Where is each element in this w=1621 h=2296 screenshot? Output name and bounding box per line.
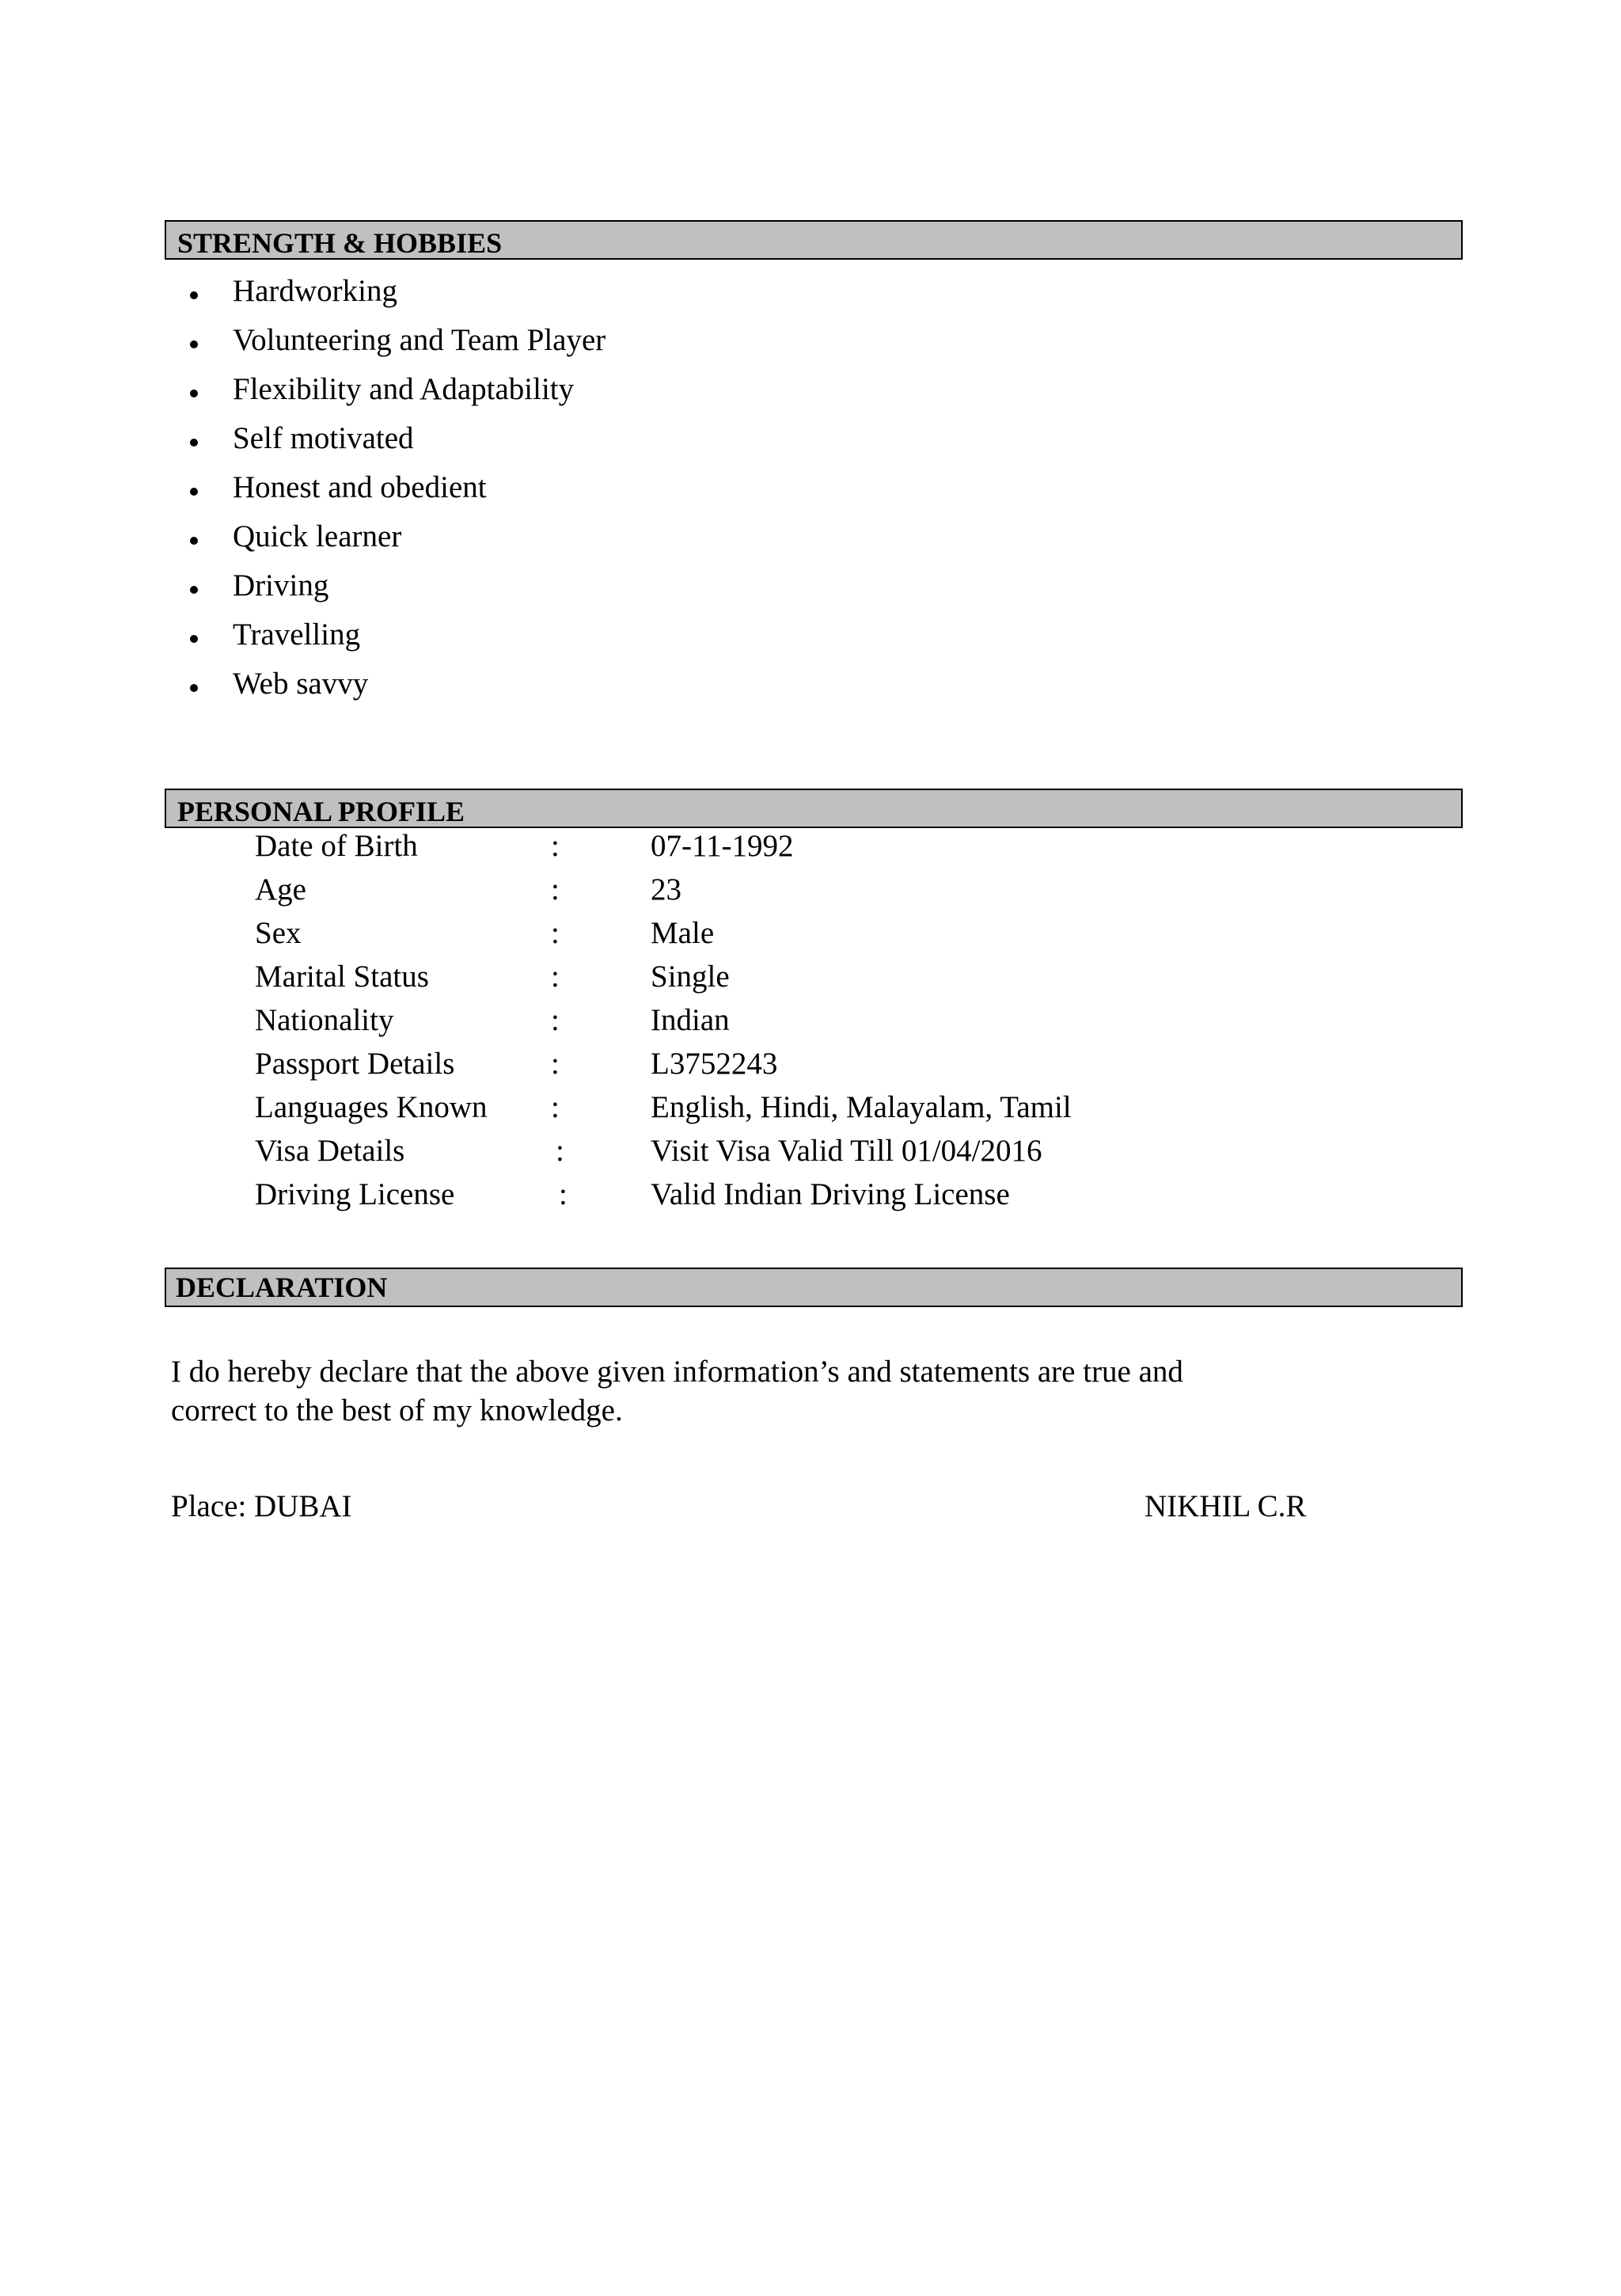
profile-separator: : bbox=[559, 1177, 568, 1211]
profile-separator: : bbox=[551, 1003, 560, 1037]
personal-profile-header: PERSONAL PROFILE bbox=[165, 789, 1463, 828]
bullet-icon bbox=[190, 340, 198, 348]
profile-label: Age bbox=[255, 872, 306, 907]
list-item: Self motivated bbox=[190, 413, 606, 462]
strength-hobbies-list bbox=[190, 266, 606, 708]
declaration-line: correct to the best of my knowledge. bbox=[171, 1393, 623, 1427]
bullet-icon bbox=[190, 488, 198, 496]
signature-name: NIKHIL C.R bbox=[1145, 1489, 1307, 1523]
profile-value: Male bbox=[651, 916, 715, 950]
profile-separator: : bbox=[551, 1047, 560, 1081]
profile-separator: : bbox=[551, 1090, 560, 1124]
declaration-text bbox=[171, 1352, 1469, 1430]
profile-value: L3752243 bbox=[651, 1047, 778, 1081]
bullet-icon bbox=[190, 291, 198, 299]
declaration-line: I do hereby declare that the above given information’s and statements are true and bbox=[171, 1355, 1183, 1389]
profile-value: Valid Indian Driving License bbox=[651, 1177, 1010, 1211]
list-item: Hardworking bbox=[190, 266, 606, 315]
profile-value: Visit Visa Valid Till 01/04/2016 bbox=[651, 1134, 1042, 1168]
list-item: Web savvy bbox=[190, 659, 606, 708]
profile-label: Visa Details bbox=[255, 1134, 405, 1168]
bullet-icon bbox=[190, 390, 198, 397]
profile-label: Passport Details bbox=[255, 1047, 455, 1081]
declaration-header: DECLARATION bbox=[165, 1268, 1463, 1307]
bullet-icon bbox=[190, 684, 198, 692]
profile-label: Nationality bbox=[255, 1003, 394, 1037]
list-item: Travelling bbox=[190, 610, 606, 659]
bullet-icon bbox=[190, 537, 198, 545]
profile-label: Driving License bbox=[255, 1177, 455, 1211]
list-item: Flexibility and Adaptability bbox=[190, 364, 606, 413]
profile-label: Sex bbox=[255, 916, 302, 950]
place-text: Place: DUBAI bbox=[171, 1489, 352, 1523]
profile-value: 23 bbox=[651, 872, 681, 907]
bullet-icon bbox=[190, 439, 198, 447]
bullet-icon bbox=[190, 586, 198, 594]
list-item: Quick learner bbox=[190, 511, 606, 561]
profile-value: Indian bbox=[651, 1003, 730, 1037]
profile-separator: : bbox=[556, 1134, 564, 1168]
list-item: Driving bbox=[190, 561, 606, 610]
profile-value: Single bbox=[651, 960, 730, 994]
profile-separator: : bbox=[551, 916, 560, 950]
profile-value: English, Hindi, Malayalam, Tamil bbox=[651, 1090, 1072, 1124]
profile-label: Date of Birth bbox=[255, 829, 418, 863]
profile-label: Marital Status bbox=[255, 960, 429, 994]
profile-separator: : bbox=[551, 872, 560, 907]
profile-value: 07-11-1992 bbox=[651, 829, 794, 863]
strength-hobbies-header: STRENGTH & HOBBIES bbox=[165, 220, 1463, 260]
profile-separator: : bbox=[551, 829, 560, 863]
profile-separator: : bbox=[551, 960, 560, 994]
list-item: Honest and obedient bbox=[190, 462, 606, 511]
list-item: Volunteering and Team Player bbox=[190, 315, 606, 364]
profile-label: Languages Known bbox=[255, 1090, 488, 1124]
bullet-icon bbox=[190, 635, 198, 643]
